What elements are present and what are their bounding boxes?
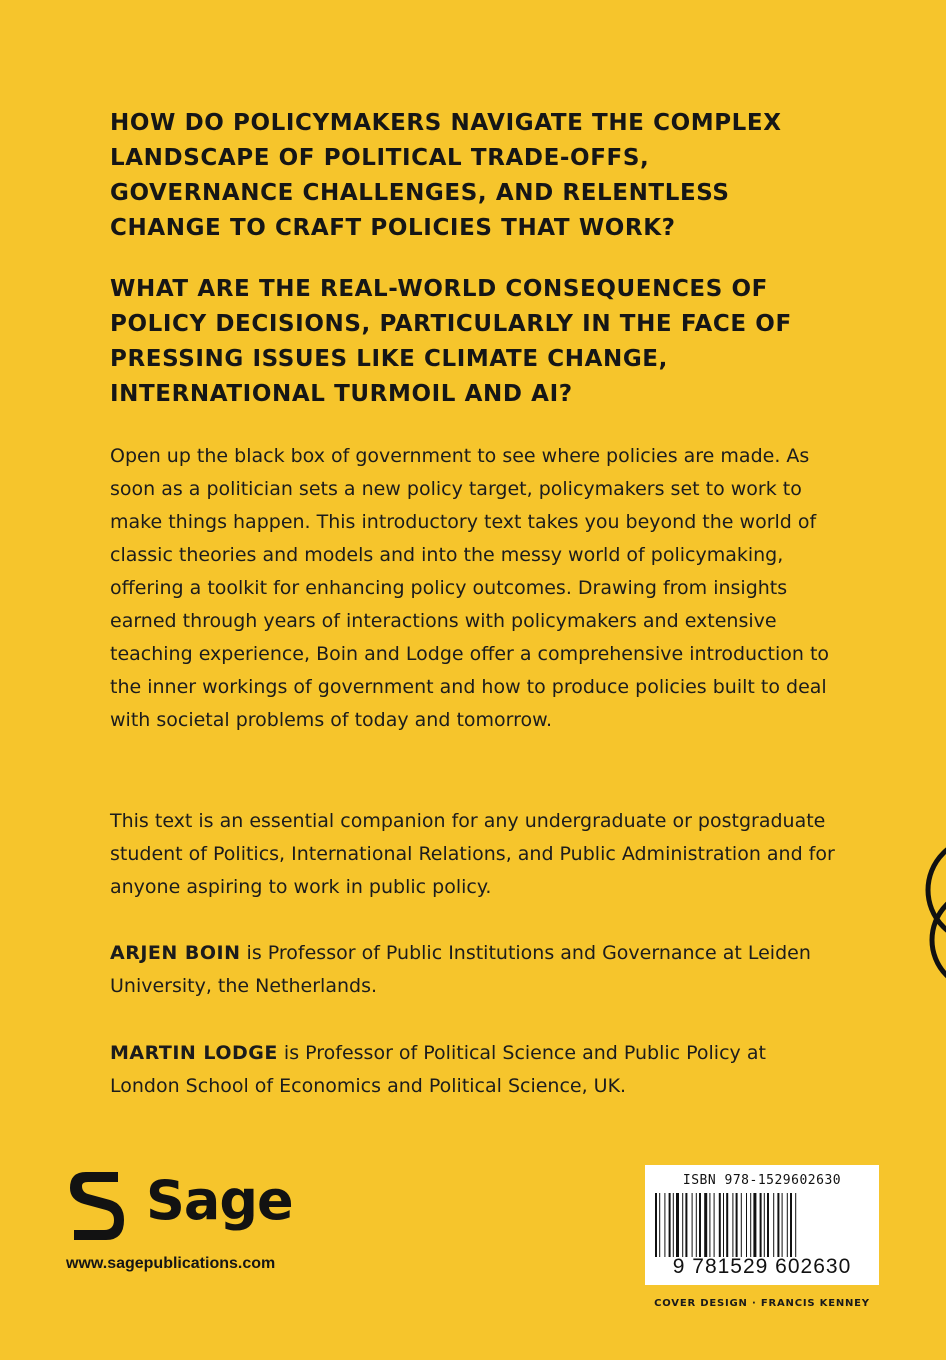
barcode-bar (741, 1193, 742, 1257)
barcode-bar (709, 1193, 710, 1257)
publisher-logo (66, 1164, 306, 1244)
barcode-bar (760, 1193, 762, 1257)
sage-s-logo-icon (66, 1164, 130, 1244)
barcode-bar (726, 1193, 728, 1257)
barcode-bars (655, 1193, 869, 1257)
circle-decoration-icon (922, 820, 946, 1020)
barcode-bar (714, 1193, 715, 1257)
barcode-bar (767, 1193, 769, 1257)
barcode-bar (664, 1193, 665, 1257)
barcode-bar (750, 1193, 751, 1257)
barcode-bar (719, 1193, 721, 1257)
barcode-bar (787, 1193, 788, 1257)
barcode-bar (682, 1193, 683, 1257)
barcode (645, 1165, 879, 1285)
barcode-bar (746, 1193, 747, 1257)
headline-question-2: WHAT ARE THE REAL-WORLD CONSEQUENCES OF POLICY DECISIONS, PARTICULARLY IN THE FACE OF PRESSING ISSUES LIKE CLIMATE CHANGE, INTERNATIONAL TURMOIL AND AI? (110, 276, 792, 407)
barcode-bar (696, 1193, 697, 1257)
barcode-bar (655, 1193, 657, 1257)
barcode-bar (685, 1193, 687, 1257)
barcode-bar (764, 1193, 765, 1257)
barcode-bar (659, 1193, 660, 1257)
author-bio-lodge (110, 1037, 840, 1103)
publisher-name: Sage (146, 1169, 293, 1232)
barcode-bar (723, 1193, 724, 1257)
barcode-bar (692, 1193, 693, 1257)
isbn-label: ISBN 978-1529602630 (682, 1173, 842, 1188)
publisher-url[interactable]: www.sagepublications.com (66, 1255, 276, 1272)
barcode-bar (704, 1193, 707, 1257)
barcode-digits: 9 781529 602630 (672, 1255, 852, 1278)
headline-question-1: HOW DO POLICYMAKERS NAVIGATE THE COMPLEX LANDSCAPE OF POLITICAL TRADE-OFFS, GOVERNANCE CHALLENGES, AND RELENTLESS CHANGE TO CRAFT POLICIES THAT WORK? (110, 110, 782, 241)
audience-paragraph: This text is an essential companion for any undergraduate or postgraduate student of Politics, International Relations, and Public Administration and for anyone aspiring to work in public policy. (110, 810, 835, 898)
author-bio-text: is Professor of Political Science and Public Policy at London School of Economics and Political Science, UK. (110, 1042, 766, 1097)
author-name: MARTIN LODGE (110, 1042, 278, 1064)
description-paragraph: Open up the black box of government to see where policies are made. As soon as a politician sets a new policy target, policymakers set to work to make things happen. This introductory text takes you beyond the world of classic theories and models and into the messy world of policymaking, offering a toolkit for enhancing policy outcomes. Drawing from insights earned through years of interactions with policymakers and extensive teaching experience, Boin and Lodge offer a comprehensive introduction to the inner workings of government and how to produce policies built to deal with societal problems of today and tomorrow. (110, 445, 830, 731)
barcode-bar (736, 1193, 738, 1257)
barcode-bar (777, 1193, 779, 1257)
cover-design-credit: COVER DESIGN · FRANCIS KENNEY (654, 1298, 870, 1309)
barcode-bar (773, 1193, 774, 1257)
barcode-bar (676, 1193, 679, 1257)
barcode-bar (699, 1193, 701, 1257)
barcode-bar (732, 1193, 733, 1257)
barcode-bar (790, 1193, 792, 1257)
barcode-bar (669, 1193, 671, 1257)
barcode-bar (753, 1193, 756, 1257)
author-bio-text: is Professor of Public Institutions and Governance at Leiden University, the Netherlands. (110, 942, 811, 997)
barcode-bar (673, 1193, 674, 1257)
barcode-bar (795, 1193, 796, 1257)
author-bio-boin (110, 937, 840, 1003)
barcode-bar (782, 1193, 783, 1257)
author-name: ARJEN BOIN (110, 942, 241, 964)
